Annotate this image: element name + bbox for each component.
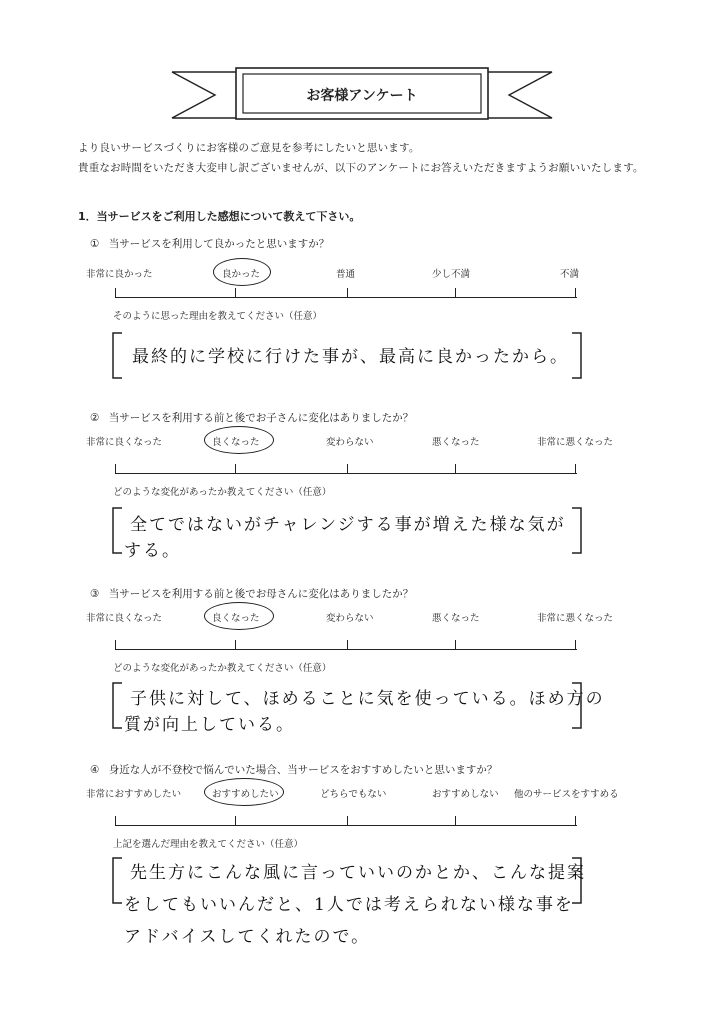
reason-label: どのような変化があったか教えてください（任意） [113,663,332,674]
banner-ribbon [0,0,724,140]
selected-circle [204,778,284,806]
option-much-better[interactable]: 非常に良くなった [86,437,163,448]
option-better[interactable]: 良くなった [212,437,260,448]
question-text: 当サービスを利用して良かったと思いますか？ [108,238,330,250]
question-number: ① [90,238,100,250]
option-worse[interactable]: 悪くなった [432,437,480,448]
option-slightly-unsatisfied[interactable]: 少し不満 [432,269,471,280]
question-text: 当サービスを利用する前と後でお子さんに変化はありましたか？ [108,412,414,424]
reason-label: そのように思った理由を教えてください（任意） [113,311,323,322]
rating-scale [115,816,577,826]
option-much-better[interactable]: 非常に良くなった [86,613,163,624]
option-no-change[interactable]: 変わらない [326,613,374,624]
option-neutral[interactable]: どちらでもない [320,789,387,800]
option-very-good[interactable]: 非常に良かった [86,269,153,280]
option-better[interactable]: 良くなった [212,613,260,624]
rating-scale [115,464,577,474]
answer-line-1: 先生方にこんな風に言っていいのかとか、こんな提案 [130,863,586,883]
answer-line-1: 子供に対して、ほめることに気を使っている。ほめ方の [130,689,605,709]
option-unsatisfied[interactable]: 不満 [560,269,580,280]
question-number: ② [90,412,100,424]
reason-label: 上記を選んだ理由を教えてください（任意） [113,839,304,850]
option-worse[interactable]: 悪くなった [432,613,480,624]
option-recommend[interactable]: おすすめしたい [212,789,279,800]
section-title: 1．当サービスをご利用した感想について教えて下さい。 [78,210,361,223]
question-text: 身近な人が不登校で悩んでいた場合、当サービスをおすすめしたいと思いますか？ [108,764,498,776]
option-other-service[interactable]: 他のサービスをすすめる [514,789,619,800]
question-number: ④ [90,764,100,776]
reason-label: どのような変化があったか教えてください（任意） [113,487,332,498]
question-number: ③ [90,588,100,600]
answer-line-3: アドバイスしてくれたので。 [124,927,371,947]
answer-line-1: 全てではないがチャレンジする事が増えた様な気が [130,515,566,535]
option-much-worse[interactable]: 非常に悪くなった [537,613,614,624]
answer-line-2: をしてもいいんだと、1人では考えられない様な事を [124,895,574,915]
option-no-change[interactable]: 変わらない [326,437,374,448]
intro-line-2: 貴重なお時間をいただき大変申し訳ございませんが、以下のアンケートにお答えいただきますようお願いいたします。 [78,162,644,174]
option-good[interactable]: 良かった [222,269,261,280]
answer-line-1: 最終的に学校に行けた事が、最高に良かったから。 [132,347,569,367]
selected-circle [213,258,271,286]
banner-title: お客様アンケート [306,88,418,104]
answer-line-2: 質が向上している。 [124,715,295,735]
option-highly-recommend[interactable]: 非常におすすめしたい [86,789,182,800]
option-much-worse[interactable]: 非常に悪くなった [537,437,614,448]
selected-circle [204,426,274,454]
option-normal[interactable]: 普通 [336,269,356,280]
rating-scale [115,640,577,650]
intro-line-1: より良いサービスづくりにお客様のご意見を参考にしたいと思います。 [78,142,420,154]
option-not-recommend[interactable]: おすすめしない [432,789,499,800]
rating-scale [115,288,577,298]
selected-circle [204,602,274,630]
question-text: 当サービスを利用する前と後でお母さんに変化はありましたか？ [108,588,414,600]
answer-line-2: する。 [124,541,181,561]
